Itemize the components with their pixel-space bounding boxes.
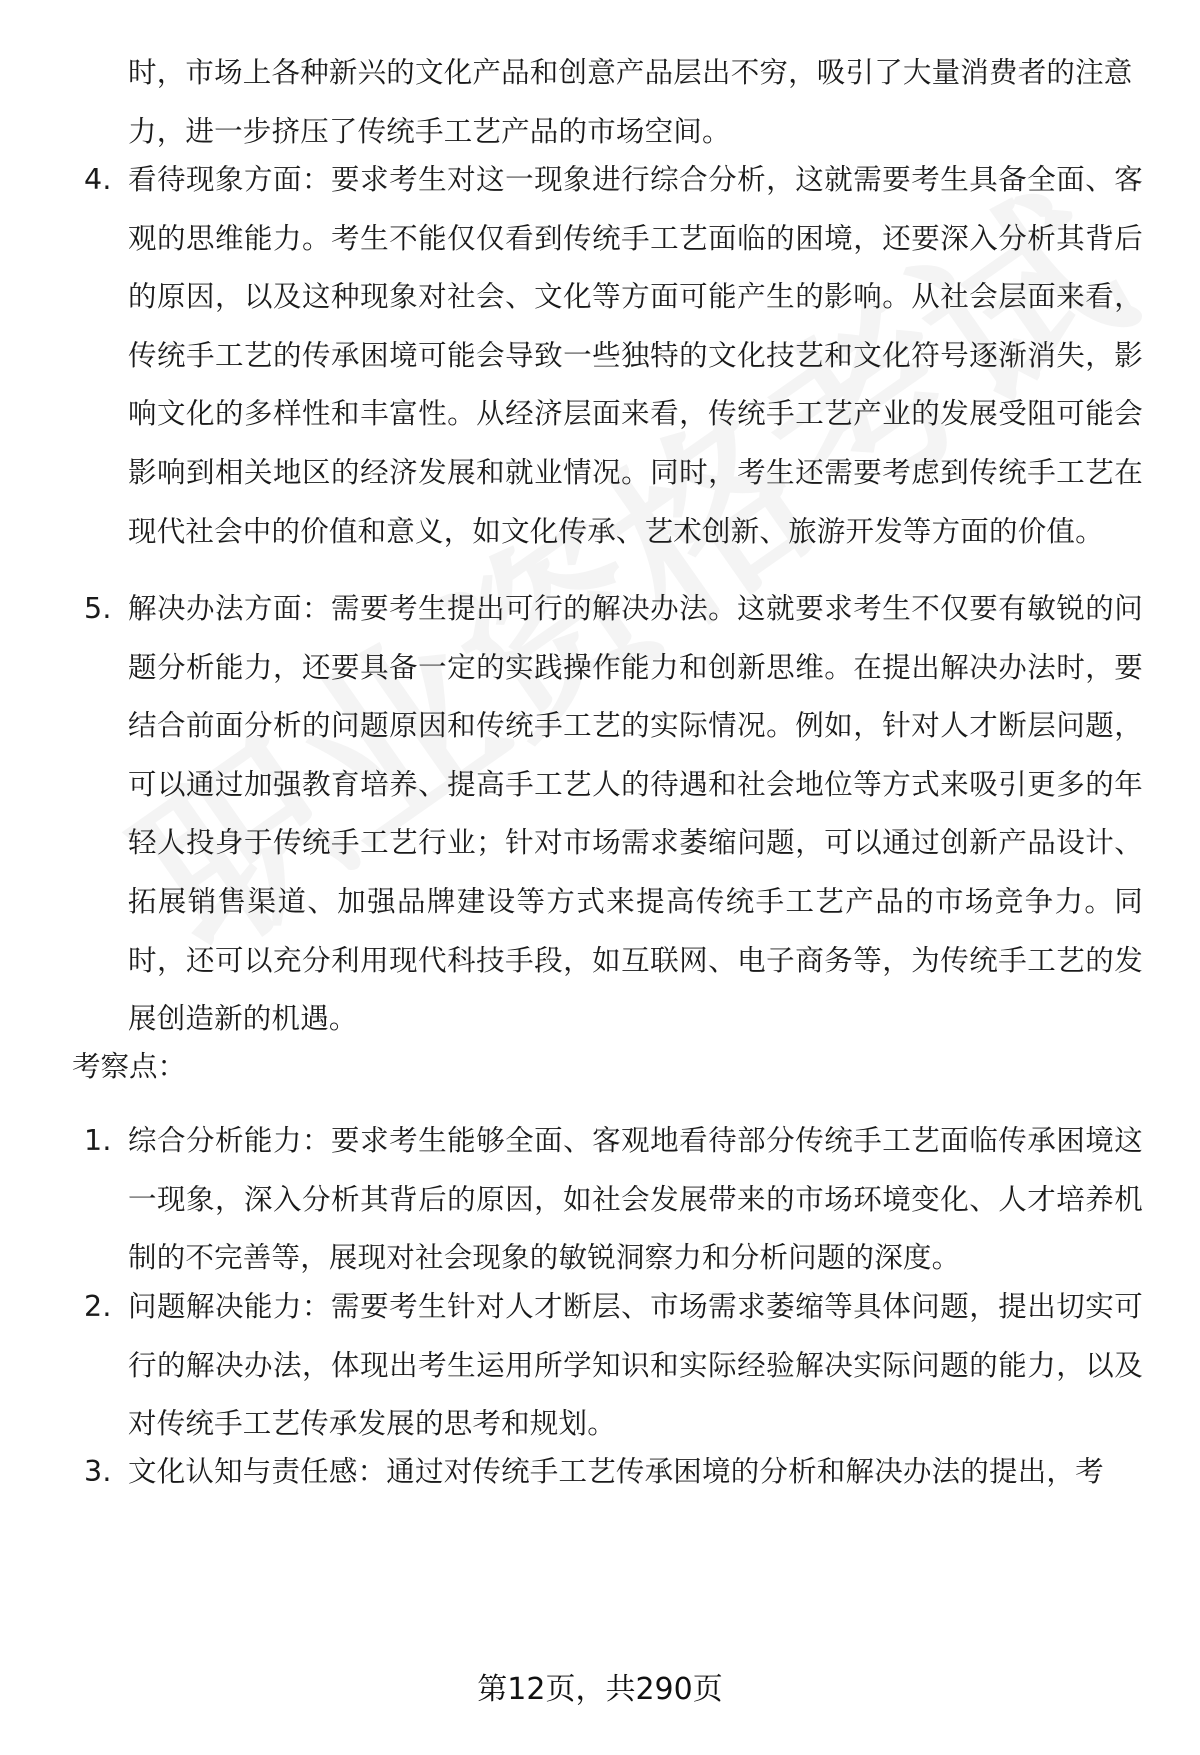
exam-point-2 [84, 1278, 1143, 1454]
list-number: 1. [84, 1124, 112, 1157]
list-item-text: 文化认知与责任感：通过对传统手工艺传承困境的分析和解决办法的提出，考 [128, 1455, 1104, 1488]
list-item-text: 解决办法方面：需要考生提出可行的解决办法。这就要求考生不仅要有敏锐的问题分析能力，还要具备一定的实践操作能力和创新思维。在提出解决办法时，要结合前面分析的问题原因和传统手工艺的实际情况。例如，针对人才断层问题，可以通过加强教育培养、提高手工艺人的待遇和社会地位等方式来吸引更多的年轻人投身于传统手工艺行业；针对市场需求萎缩问题，可以通过创新产品设计、拓展销售渠道、加强品牌建设等方式来提高传统手工艺产品的市场竞争力。同时，还可以充分利用现代科技手段，如互联网、电子商务等，为传统手工艺的发展创造新的机遇。 [128, 592, 1143, 1036]
exam-point-1 [84, 1112, 1143, 1288]
page-number-footer: 第12页，共290页 [477, 1672, 723, 1707]
exam-point-3 [84, 1443, 1143, 1502]
list-item-text: 综合分析能力：要求考生能够全面、客观地看待部分传统手工艺面临传承困境这一现象，深入分析其背后的原因，如社会发展带来的市场环境变化、人才培养机制的不完善等，展现对社会现象的敏锐洞察力和分析问题的深度。 [128, 1124, 1143, 1275]
list-item-text: 看待现象方面：要求考生对这一现象进行综合分析，这就需要考生具备全面、客观的思维能力。考生不能仅仅看到传统手工艺面临的困境，还要深入分析其背后的原因，以及这种现象对社会、文化等方面可能产生的影响。从社会层面来看，传统手工艺的传承困境可能会导致一些独特的文化技艺和文化符号逐渐消失，影响文化的多样性和丰富性。从经济层面来看，传统手工艺产业的发展受阻可能会影响到相关地区的经济发展和就业情况。同时，考生还需要考虑到传统手工艺在现代社会中的价值和意义，如文化传承、艺术创新、旅游开发等方面的价值。 [128, 163, 1143, 548]
list-item-text: 问题解决能力：需要考生针对人才断层、市场需求萎缩等具体问题，提出切实可行的解决办法，体现出考生运用所学知识和实际经验解决实际问题的能力，以及对传统手工艺传承发展的思考和规划。 [128, 1290, 1143, 1441]
list-number: 3. [84, 1455, 112, 1488]
continuation-paragraph: 时，市场上各种新兴的文化产品和创意产品层出不穷，吸引了大量消费者的注意力，进一步挤压了传统手工艺产品的市场空间。 [128, 56, 1133, 148]
list-number: 5. [84, 592, 112, 625]
list-number: 4. [84, 163, 112, 196]
list-item-5 [84, 580, 1143, 1049]
section-heading: 考察点： [72, 1050, 187, 1083]
list-item-4 [84, 151, 1143, 561]
list-number: 2. [84, 1290, 112, 1323]
